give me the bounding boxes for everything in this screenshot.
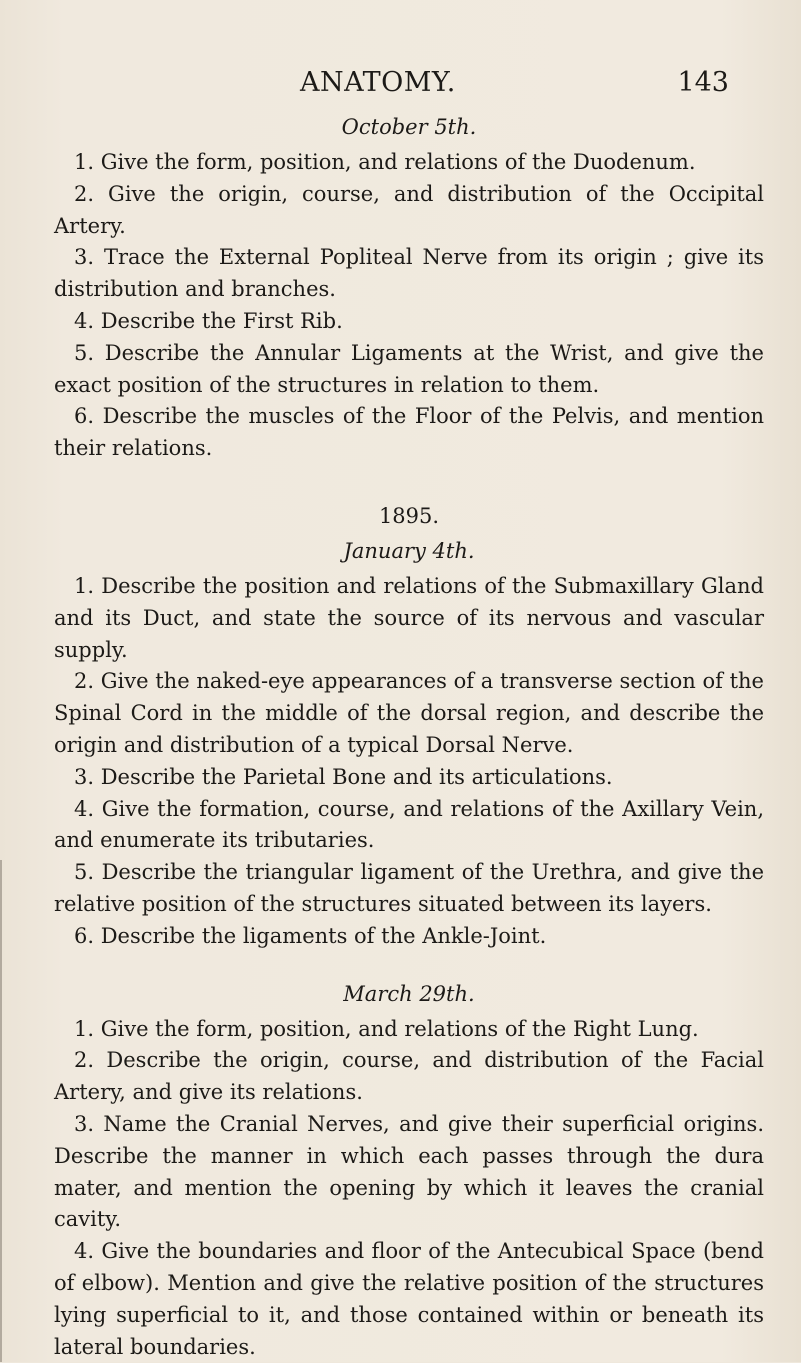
question-item: 3. Describe the Parietal Bone and its articulations. (74, 764, 613, 789)
question-item: 5. Describe the Annular Ligaments at the Wrist, and give the exact position of the structures in relation to them. (54, 340, 764, 397)
section-heading: January 4th. (343, 538, 475, 563)
section-spacer (54, 953, 764, 975)
running-title: ANATOMY. (300, 67, 456, 98)
question-item: 4. Describe the First Rib. (74, 308, 343, 333)
question-item: 1. Describe the position and relations of the Submaxillary Gland and its Duct, and state the source of its nervous and vascular supply. (54, 573, 764, 662)
page-number: 143 (677, 67, 729, 98)
question-item: 3. Trace the External Popliteal Nerve from its origin ; give its distribution and branches. (54, 245, 764, 302)
question-item: 2. Give the origin, course, and distribution of the Occipital Artery. (54, 181, 764, 238)
january-4-section (54, 532, 764, 953)
section-heading: October 5th. (341, 115, 477, 139)
question-item: 4. Give the formation, course, and relations of the Axillary Vein, and enumerate its tributaries. (54, 796, 764, 853)
question-item: 1. Give the form, position, and relations of the Right Lung. (74, 1016, 699, 1041)
page-edge-line (0, 860, 2, 1362)
question-item: 6. Describe the ligaments of the Ankle-Joint. (74, 923, 547, 948)
october-5-section (54, 108, 764, 465)
section-spacer (54, 465, 764, 500)
year-heading: 1895. (378, 503, 440, 528)
question-item: 3. Name the Cranial Nerves, and give their superficial origins. Describe the manner in which each passes through the dura mater, and mention the opening by which it leaves the cranial cavity. (54, 1111, 764, 1232)
question-item: 2. Describe the origin, course, and distribution of the Facial Artery, and give its relations. (54, 1048, 764, 1105)
question-item: 1. Give the form, position, and relations of the Duodenum. (74, 150, 696, 174)
question-item: 4. Give the boundaries and floor of the Antecubical Space (bend of elbow). Mention and give the relative position of the structures lying superficial to it, and those contained within or beneath its lateral boundaries. (54, 1239, 764, 1359)
question-item: 2. Give the naked-eye appearances of a transverse section of the Spinal Cord in the middle of the dorsal region, and describe the origin and distribution of a typical Dorsal Nerve. (54, 669, 764, 757)
section-heading: March 29th. (343, 981, 475, 1006)
question-item: 6. Describe the muscles of the Floor of the Pelvis, and mention their relations. (54, 404, 764, 461)
exam-questions (54, 108, 764, 1363)
running-header (0, 68, 801, 102)
march-29-section (54, 975, 764, 1363)
question-item: 5. Describe the triangular ligament of the Urethra, and give the relative position of the structures situated between its layers. (54, 860, 764, 916)
